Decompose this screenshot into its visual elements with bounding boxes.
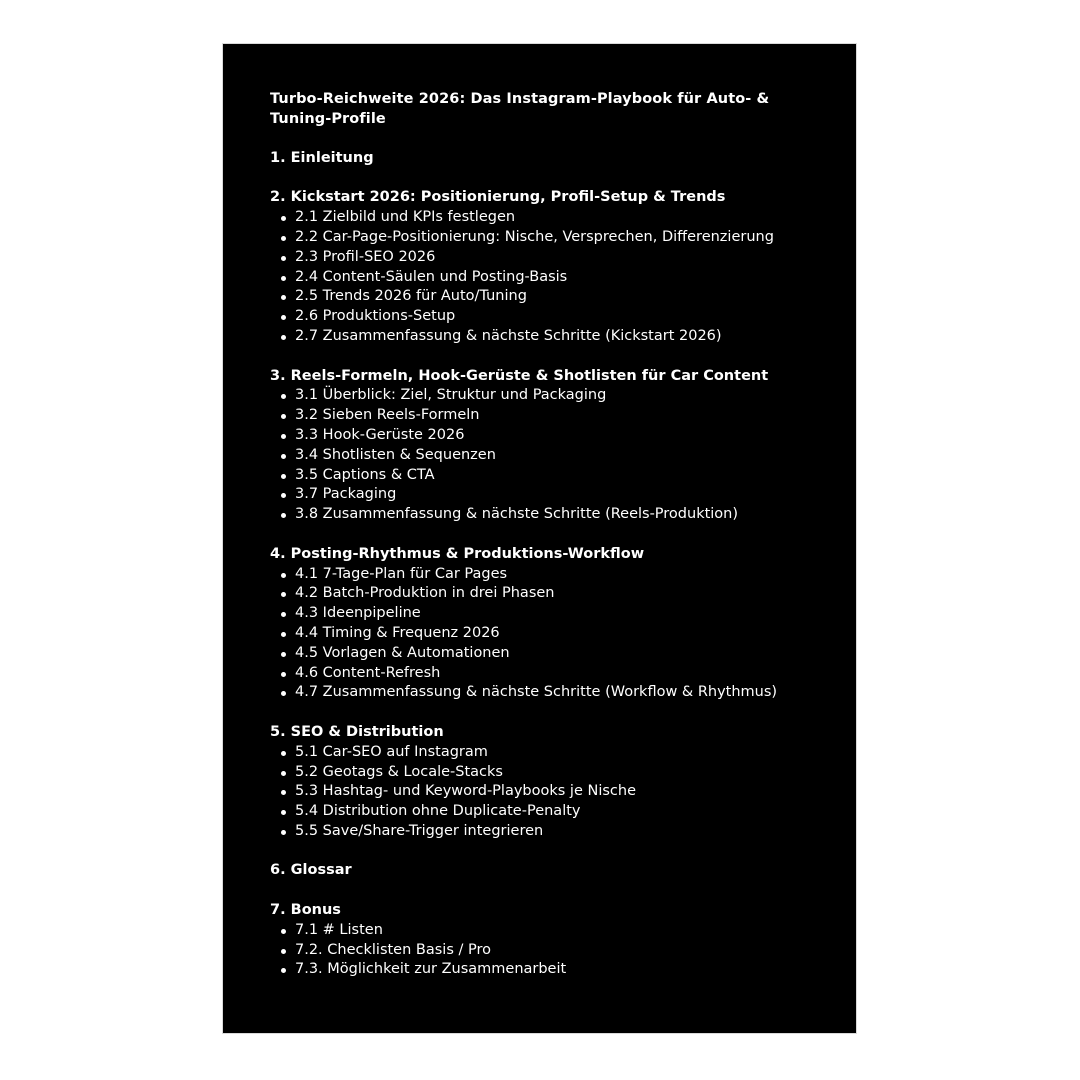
bullet-icon: [281, 315, 286, 320]
subsection-list: [270, 565, 830, 704]
bullet-icon: [281, 513, 286, 518]
bullet-icon: [281, 394, 286, 399]
subsection-item: [270, 921, 830, 941]
subsection-item: [270, 664, 830, 684]
subsection-label: 2.6 Produktions-Setup: [295, 308, 456, 325]
subsection-label: 2.5 Trends 2026 für Auto/Tuning: [295, 288, 527, 305]
subsection-item: [270, 386, 830, 406]
subsection-label: 4.5 Vorlagen & Automationen: [295, 644, 510, 661]
table-of-contents: [270, 89, 830, 1000]
subsection-item: [270, 565, 830, 585]
subsection-item: [270, 485, 830, 505]
subsection-label: 4.3 Ideenpipeline: [295, 605, 421, 622]
section-heading: 6. Glossar: [270, 862, 352, 879]
subsection-label: 2.4 Content-Säulen und Posting-Basis: [295, 268, 568, 285]
subsection-item: [270, 604, 830, 624]
subsection-item: [270, 268, 830, 288]
toc-sections: [270, 149, 830, 980]
bullet-icon: [281, 216, 286, 221]
bullet-icon: [281, 573, 286, 578]
subsection-label: 7.2. Checklisten Basis / Pro: [295, 941, 491, 958]
subsection-item: [270, 782, 830, 802]
bullet-icon: [281, 830, 286, 835]
bullet-icon: [281, 474, 286, 479]
section-heading: 7. Bonus: [270, 902, 341, 919]
subsection-label: 3.5 Captions & CTA: [295, 466, 435, 483]
subsection-label: 3.7 Packaging: [295, 486, 397, 503]
bullet-icon: [281, 810, 286, 815]
bullet-icon: [281, 751, 286, 756]
subsection-label: 2.2 Car-Page-Positionierung: Nische, Versprechen, Differenzierung: [295, 228, 774, 245]
bullet-icon: [281, 493, 286, 498]
subsection-list: [270, 208, 830, 347]
bullet-icon: [281, 236, 286, 241]
subsection-item: [270, 960, 830, 980]
subsection-label: 4.1 7-Tage-Plan für Car Pages: [295, 565, 508, 582]
subsection-list: [270, 743, 830, 842]
bullet-icon: [281, 612, 286, 617]
section-heading: 3. Reels-Formeln, Hook-Gerüste & Shotlisten für Car Content: [270, 367, 769, 384]
subsection-label: 3.8 Zusammenfassung & nächste Schritte (Reels-Produktion): [295, 506, 739, 523]
document-page: [222, 43, 857, 1034]
bullet-icon: [281, 652, 286, 657]
subsection-item: [270, 287, 830, 307]
toc-section: [270, 367, 830, 525]
subsection-label: 5.3 Hashtag- und Keyword-Playbooks je Nische: [295, 783, 636, 800]
subsection-item: [270, 327, 830, 347]
subsection-label: 4.6 Content-Refresh: [295, 664, 441, 681]
bullet-icon: [281, 949, 286, 954]
subsection-item: [270, 683, 830, 703]
bullet-icon: [281, 276, 286, 281]
subsection-item: [270, 307, 830, 327]
bullet-icon: [281, 295, 286, 300]
subsection-item: [270, 208, 830, 228]
subsection-item: [270, 426, 830, 446]
toc-section: [270, 901, 830, 980]
toc-section: [270, 723, 830, 842]
subsection-item: [270, 505, 830, 525]
toc-section: [270, 545, 830, 703]
toc-section: [270, 861, 830, 881]
subsection-label: 3.4 Shotlisten & Sequenzen: [295, 446, 496, 463]
section-heading: 4. Posting-Rhythmus & Produktions-Workflow: [270, 545, 645, 562]
subsection-label: 3.2 Sieben Reels-Formeln: [295, 407, 480, 424]
subsection-item: [270, 743, 830, 763]
bullet-icon: [281, 929, 286, 934]
bullet-icon: [281, 672, 286, 677]
section-heading: 1. Einleitung: [270, 149, 374, 166]
subsection-label: 4.7 Zusammenfassung & nächste Schritte (Workflow & Rhythmus): [295, 684, 778, 701]
subsection-item: [270, 763, 830, 783]
subsection-item: [270, 466, 830, 486]
subsection-item: [270, 228, 830, 248]
bullet-icon: [281, 968, 286, 973]
subsection-label: 2.1 Zielbild und KPIs festlegen: [295, 209, 516, 226]
subsection-label: 5.4 Distribution ohne Duplicate-Penalty: [295, 803, 581, 820]
bullet-icon: [281, 414, 286, 419]
subsection-label: 7.3. Möglichkeit zur Zusammenarbeit: [295, 961, 567, 978]
subsection-item: [270, 802, 830, 822]
subsection-label: 7.1 # Listen: [295, 921, 383, 938]
subsection-label: 2.7 Zusammenfassung & nächste Schritte (Kickstart 2026): [295, 327, 722, 344]
subsection-item: [270, 644, 830, 664]
bullet-icon: [281, 790, 286, 795]
subsection-label: 5.1 Car-SEO auf Instagram: [295, 743, 488, 760]
subsection-list: [270, 921, 830, 980]
bullet-icon: [281, 335, 286, 340]
document-title: Turbo-Reichweite 2026: Das Instagram-Playbook für Auto- & Tuning-Profile: [270, 91, 770, 127]
toc-section: [270, 149, 830, 169]
subsection-item: [270, 446, 830, 466]
bullet-icon: [281, 771, 286, 776]
subsection-item: [270, 406, 830, 426]
subsection-label: 2.3 Profil-SEO 2026: [295, 248, 436, 265]
subsection-item: [270, 584, 830, 604]
bullet-icon: [281, 632, 286, 637]
bullet-icon: [281, 592, 286, 597]
subsection-label: 3.1 Überblick: Ziel, Struktur und Packaging: [295, 387, 607, 404]
toc-section: [270, 188, 830, 346]
bullet-icon: [281, 454, 286, 459]
subsection-label: 3.3 Hook-Gerüste 2026: [295, 426, 465, 443]
bullet-icon: [281, 256, 286, 261]
subsection-label: 5.2 Geotags & Locale-Stacks: [295, 763, 503, 780]
subsection-item: [270, 624, 830, 644]
subsection-label: 5.5 Save/Share-Trigger integrieren: [295, 822, 544, 839]
subsection-item: [270, 248, 830, 268]
section-heading: 5. SEO & Distribution: [270, 723, 444, 740]
subsection-item: [270, 822, 830, 842]
bullet-icon: [281, 434, 286, 439]
subsection-item: [270, 941, 830, 961]
subsection-list: [270, 386, 830, 525]
section-heading: 2. Kickstart 2026: Positionierung, Profil-Setup & Trends: [270, 189, 726, 206]
subsection-label: 4.4 Timing & Frequenz 2026: [295, 624, 500, 641]
bullet-icon: [281, 691, 286, 696]
subsection-label: 4.2 Batch-Produktion in drei Phasen: [295, 585, 555, 602]
